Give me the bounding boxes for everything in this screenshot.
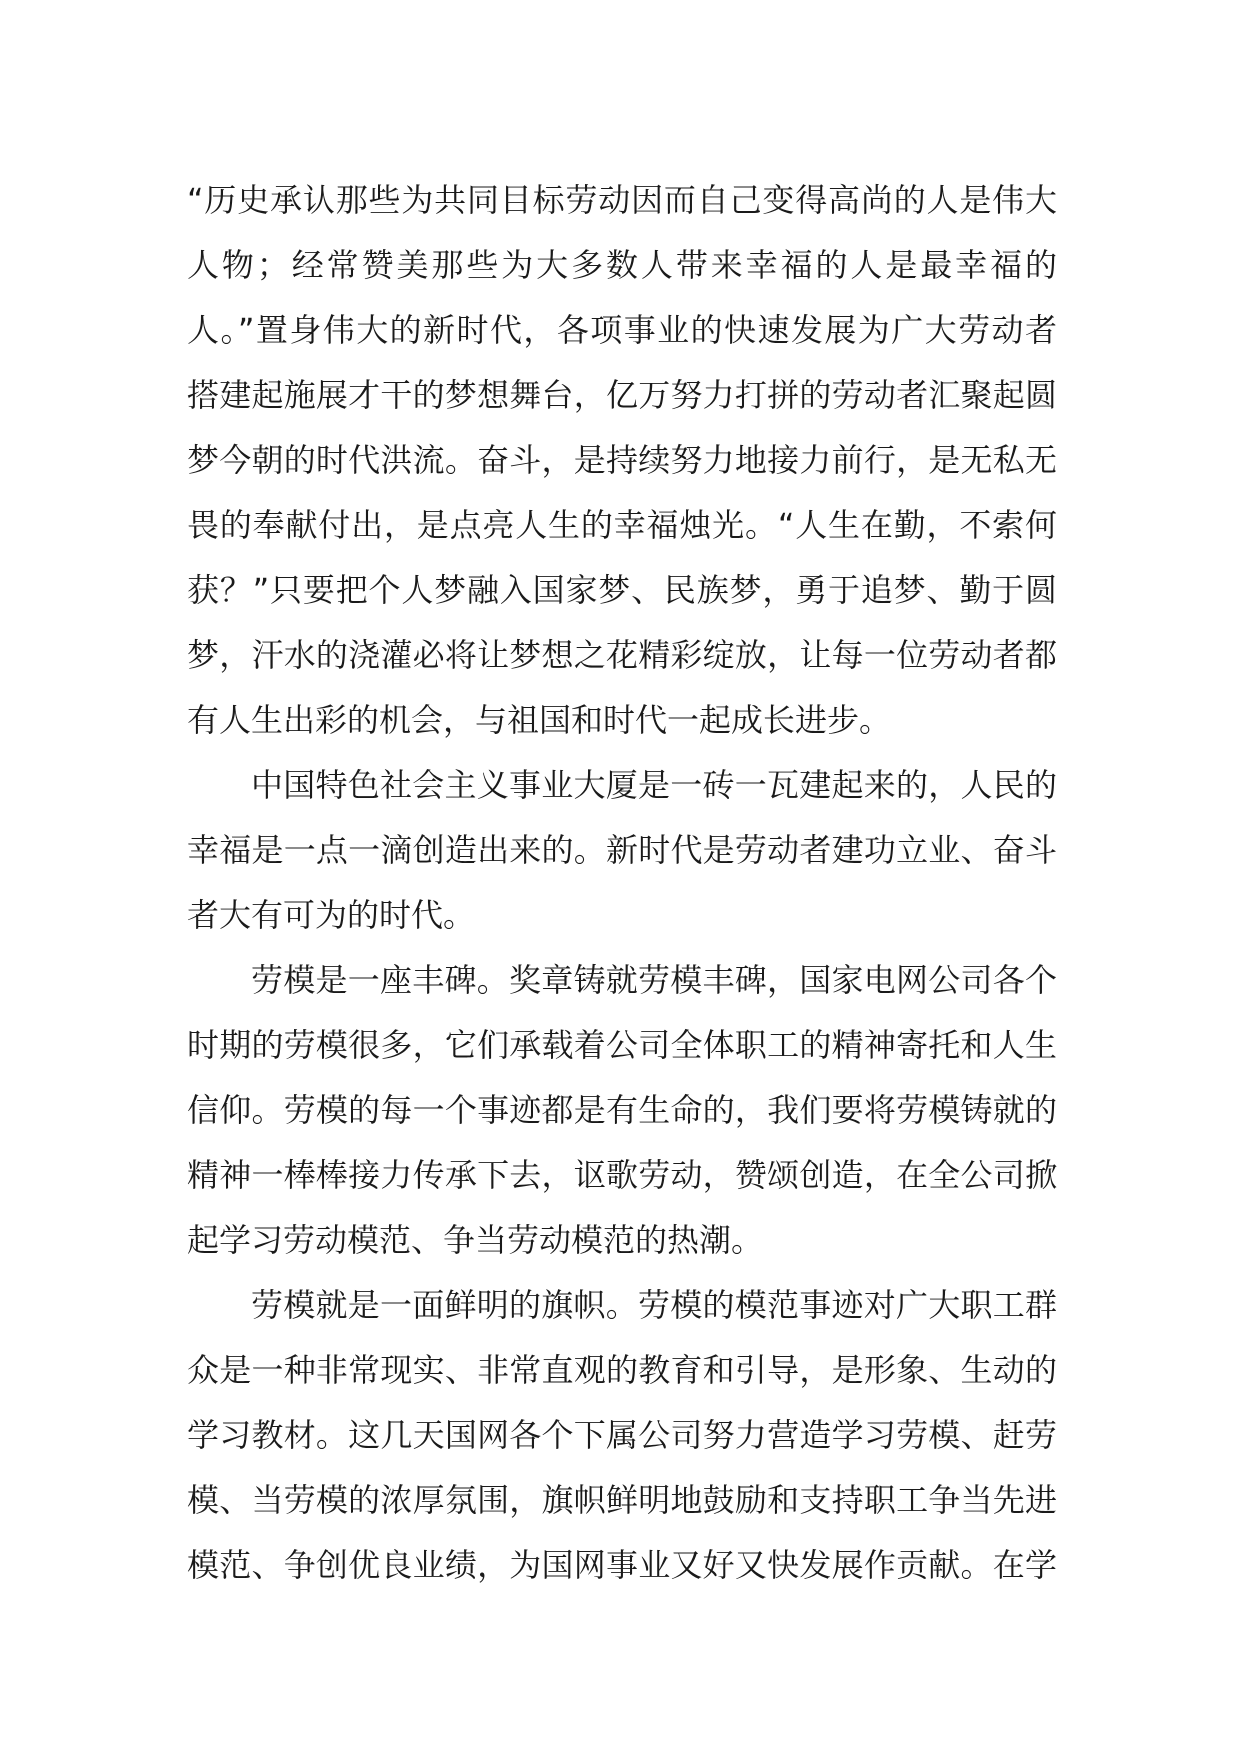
text-line: 劳模是一座丰碑。奖章铸就劳模丰碑，国家电网公司各个 xyxy=(251,961,1057,999)
text-line: 学习教材。这几天国网各个下属公司努力营造学习劳模、赶劳 xyxy=(187,1416,1057,1454)
text-line: 起学习劳动模范、争当劳动模范的热潮。 xyxy=(187,1221,764,1259)
paragraph-2 xyxy=(187,753,1057,948)
text-line: 者大有可为的时代。 xyxy=(187,896,476,934)
document-body xyxy=(187,168,1057,1598)
text-line: “历史承认那些为共同目标劳动因而自己变得高尚的人是伟大 xyxy=(187,181,1057,219)
text-line: 众是一种非常现实、非常直观的教育和引导，是形象、生动的 xyxy=(187,1351,1057,1389)
text-line: 信仰。劳模的每一个事迹都是有生命的，我们要将劳模铸就的 xyxy=(187,1091,1057,1129)
text-line: 中国特色社会主义事业大厦是一砖一瓦建起来的，人民的 xyxy=(251,766,1057,804)
text-line: 梦今朝的时代洪流。奋斗，是持续努力地接力前行，是无私无 xyxy=(187,441,1057,479)
text-line: 获？”只要把个人梦融入国家梦、民族梦，勇于追梦、勤于圆 xyxy=(187,571,1057,609)
text-line: 精神一棒棒接力传承下去，讴歌劳动，赞颂创造，在全公司掀 xyxy=(187,1156,1057,1194)
paragraph-1 xyxy=(187,168,1057,753)
text-line: 时期的劳模很多，它们承载着公司全体职工的精神寄托和人生 xyxy=(187,1026,1057,1064)
text-line: 劳模就是一面鲜明的旗帜。劳模的模范事迹对广大职工群 xyxy=(251,1286,1057,1324)
paragraph-3 xyxy=(187,948,1057,1273)
text-line: 搭建起施展才干的梦想舞台，亿万努力打拼的劳动者汇聚起圆 xyxy=(187,376,1057,414)
text-line: 人。”置身伟大的新时代，各项事业的快速发展为广大劳动者 xyxy=(187,311,1057,349)
text-line: 人物；经常赞美那些为大多数人带来幸福的人是最幸福的 xyxy=(187,246,1057,284)
paragraph-4 xyxy=(187,1273,1057,1598)
text-line: 有人生出彩的机会，与祖国和时代一起成长进步。 xyxy=(187,701,892,739)
text-line: 幸福是一点一滴创造出来的。新时代是劳动者建功立业、奋斗 xyxy=(187,831,1057,869)
text-line: 模、当劳模的浓厚氛围，旗帜鲜明地鼓励和支持职工争当先进 xyxy=(187,1481,1057,1519)
text-line: 梦，汗水的浇灌必将让梦想之花精彩绽放，让每一位劳动者都 xyxy=(187,636,1057,674)
text-line: 畏的奉献付出，是点亮人生的幸福烛光。“人生在勤，不索何 xyxy=(187,506,1057,544)
text-line: 模范、争创优良业绩，为国网事业又好又快发展作贡献。在学 xyxy=(187,1546,1057,1584)
